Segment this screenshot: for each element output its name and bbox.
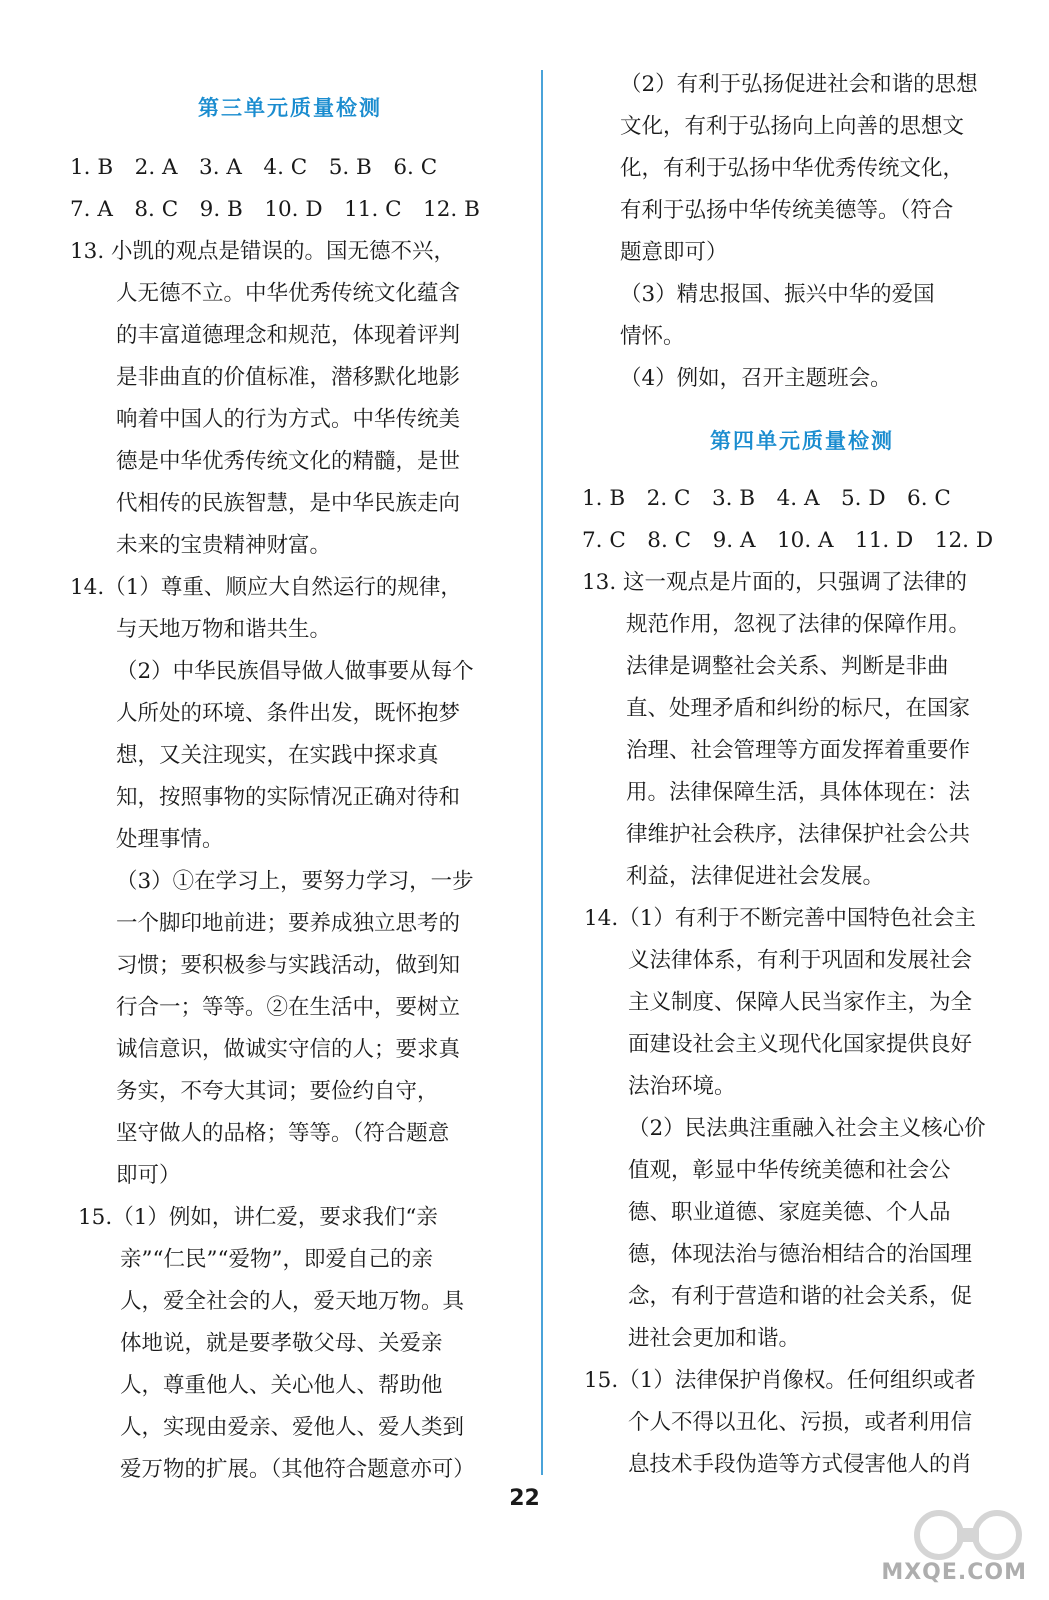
answer-line: 务实，不夸大其词；要俭约自守， [116, 1079, 439, 1104]
answer-line: 面建设社会主义现代化国家提供良好 [628, 1032, 973, 1057]
answer-line: 坚守做人的品格；等等。（符合题意 [116, 1121, 450, 1146]
answer-line: 14.（1）有利于不断完善中国特色社会主 [584, 906, 976, 931]
answer-line: 德是中华优秀传统文化的精髓，是世 [116, 449, 461, 474]
answer-line: 题意即可） [620, 240, 728, 265]
section-heading-unit-4: 第四单元质量检测 [710, 429, 894, 453]
watermark-text: MXQE.COM [881, 1560, 1027, 1585]
answer-line: （3）精忠报国、振兴中华的爱国 [620, 282, 935, 307]
answer-line: 15.（1）法律保护肖像权。任何组织或者 [584, 1368, 976, 1393]
page-number: 22 [509, 1486, 540, 1511]
answer-line: 即可） [116, 1163, 181, 1188]
answer-line: 一个脚印地前进；要养成独立思考的 [116, 911, 461, 936]
answer-line: 法治环境。 [628, 1074, 736, 1099]
answer-line: 知，按照事物的实际情况正确对待和 [116, 785, 461, 810]
answer-line: 体地说，就是要孝敬父母、关爱亲 [120, 1331, 443, 1356]
answer-line: （3）①在学习上，要努力学习，一步 [116, 869, 474, 894]
answer-line: 念，有利于营造和谐的社会关系，促 [628, 1284, 973, 1309]
answer-line: 化，有利于弘扬中华优秀传统文化， [620, 156, 965, 181]
answer-line: （2）民法典注重融入社会主义核心价 [628, 1116, 986, 1141]
answer-line: 1. B 2. C 3. B 4. A 5. D 6. C [582, 486, 951, 511]
answer-line: 个人不得以丑化、污损，或者利用信 [628, 1410, 973, 1435]
column-divider [541, 70, 543, 1475]
answer-line: 人所处的环境、条件出发，既怀抱梦 [116, 701, 461, 726]
answer-line: 直、处理矛盾和纠纷的标尺，在国家 [626, 696, 971, 721]
answer-line: 利益，法律促进社会发展。 [626, 864, 885, 889]
answer-line: 人，爱全社会的人，爱天地万物。具 [120, 1289, 465, 1314]
answer-line: 德，体现法治与德治相结合的治国理 [628, 1242, 973, 1267]
answer-line: 义法律体系，有利于巩固和发展社会 [628, 948, 973, 973]
answer-line: 主义制度、保障人民当家作主，为全 [628, 990, 973, 1015]
answer-line: 处理事情。 [116, 827, 224, 852]
answer-line: 13. 这一观点是片面的，只强调了法律的 [582, 570, 968, 595]
answer-line: 行合一；等等。②在生活中，要树立 [116, 995, 461, 1020]
answer-line: 用。法律保障生活，具体体现在：法 [626, 780, 971, 805]
answer-line: 的丰富道德理念和规范，体现着评判 [116, 323, 461, 348]
answer-line: 7. A 8. C 9. B 10. D 11. C 12. B [70, 197, 480, 222]
answer-line: 响着中国人的行为方式。中华传统美 [116, 407, 461, 432]
answer-line: 人，实现由爱亲、爱他人、爱人类到 [120, 1415, 465, 1440]
answer-line: 未来的宝贵精神财富。 [116, 533, 332, 558]
answer-line: 有利于弘扬中华传统美德等。（符合 [620, 198, 954, 223]
answer-line: 规范作用，忽视了法律的保障作用。 [626, 612, 971, 637]
answer-line: 进社会更加和谐。 [628, 1326, 801, 1351]
answer-line: 息技术手段伪造等方式侵害他人的肖 [628, 1452, 973, 1477]
answer-line: 情怀。 [620, 324, 685, 349]
answer-line: 1. B 2. A 3. A 4. C 5. B 6. C [70, 155, 438, 180]
answer-line: 代相传的民族智慧，是中华民族走向 [116, 491, 461, 516]
answer-line: 德、职业道德、家庭美德、个人品 [628, 1200, 951, 1225]
answer-line: 治理、社会管理等方面发挥着重要作 [626, 738, 971, 763]
answer-line: 习惯；要积极参与实践活动，做到知 [116, 953, 461, 978]
answer-line: 亲”“仁民”“爱物”，即爱自己的亲 [120, 1247, 433, 1272]
answer-line: 7. C 8. C 9. A 10. A 11. D 12. D [582, 528, 994, 553]
answer-line: 文化，有利于弘扬向上向善的思想文 [620, 114, 965, 139]
answer-line: 13. 小凯的观点是错误的。国无德不兴， [70, 239, 456, 264]
answer-line: （2）中华民族倡导做人做事要从每个 [116, 659, 474, 684]
answer-line: 法律是调整社会关系、判断是非曲 [626, 654, 949, 679]
section-heading-unit-3: 第三单元质量检测 [198, 96, 382, 120]
answer-line: 是非曲直的价值标准，潜移默化地影 [116, 365, 461, 390]
answer-line: 诚信意识，做诚实守信的人；要求真 [116, 1037, 461, 1062]
answer-line: （4）例如，召开主题班会。 [620, 366, 892, 391]
answer-line: 人，尊重他人、关心他人、帮助他 [120, 1373, 443, 1398]
answer-line: 人无德不立。中华优秀传统文化蕴含 [116, 281, 461, 306]
answer-line: 值观，彰显中华传统美德和社会公 [628, 1158, 951, 1183]
answer-line: 14.（1）尊重、顺应大自然运行的规律， [70, 575, 462, 600]
answer-line: 想，又关注现实，在实践中探求真 [116, 743, 439, 768]
answer-line: 与天地万物和谐共生。 [116, 617, 332, 642]
answer-line: 15.（1）例如，讲仁爱，要求我们“亲 [78, 1205, 438, 1230]
answer-line: （2）有利于弘扬促进社会和谐的思想 [620, 72, 978, 97]
answer-line: 爱万物的扩展。（其他符合题意亦可） [120, 1457, 475, 1482]
answer-line: 律维护社会秩序，法律保护社会公共 [626, 822, 971, 847]
